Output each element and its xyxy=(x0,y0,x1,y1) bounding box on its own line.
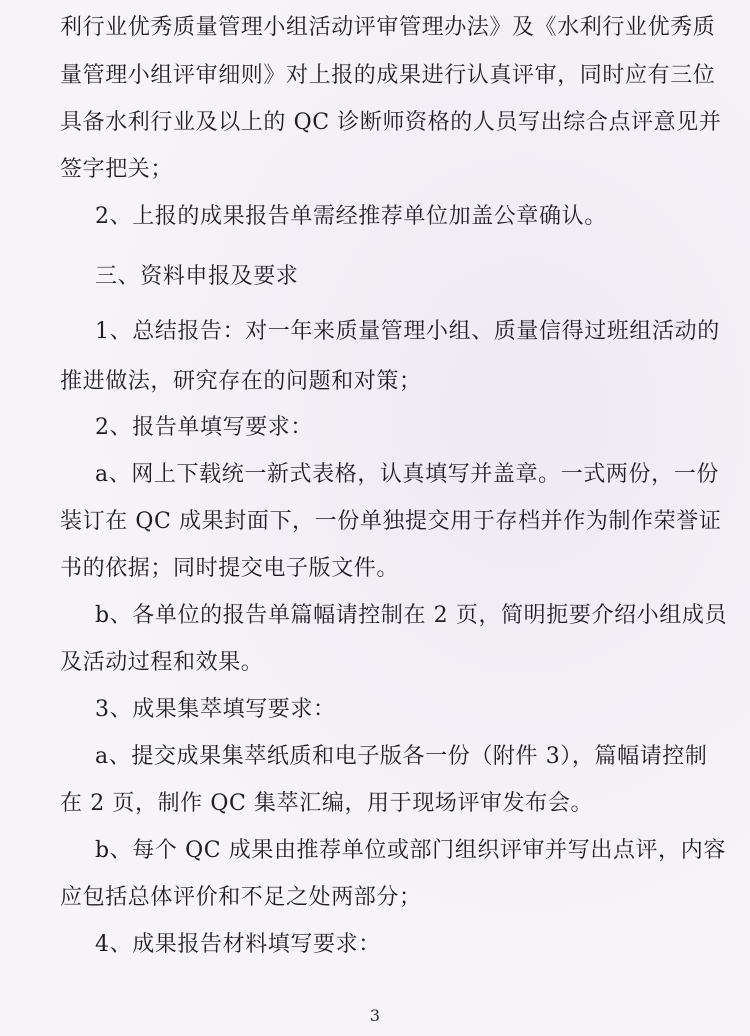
body-line: 4、成果报告材料填写要求： xyxy=(95,932,381,957)
body-line: a、提交成果集萃纸质和电子版各一份（附件 3），篇幅请控制 xyxy=(95,744,708,769)
body-line: 及活动过程和效果。 xyxy=(60,650,264,675)
body-line: b、每个 QC 成果由推荐单位或部门组织评审并写出点评，内容 xyxy=(95,838,726,863)
body-line: 书的依据；同时提交电子版文件。 xyxy=(60,556,400,581)
body-line: 具备水利行业及以上的 QC 诊断师资格的人员写出综合点评意见并 xyxy=(60,110,722,135)
body-line: 量管理小组评审细则》对上报的成果进行认真评审，同时应有三位 xyxy=(60,63,716,88)
body-line: 2、上报的成果报告单需经推荐单位加盖公章确认。 xyxy=(95,204,607,229)
section-heading: 三、资料申报及要求 xyxy=(95,264,299,289)
body-line: b、各单位的报告单篇幅请控制在 2 页，简明扼要介绍小组成员 xyxy=(95,603,728,628)
body-line: 签字把关； xyxy=(60,157,174,182)
body-line: 推进做法，研究存在的问题和对策； xyxy=(60,369,422,394)
body-line: 装订在 QC 成果封面下，一份单独提交用于存档并作为制作荣誉证 xyxy=(60,509,722,534)
body-line: 在 2 页，制作 QC 集萃汇编，用于现场评审发布会。 xyxy=(60,791,594,816)
body-line: 1、总结报告：对一年来质量管理小组、质量信得过班组活动的 xyxy=(95,319,720,344)
page-number: 3 xyxy=(369,1006,381,1025)
body-line: a、网上下载统一新式表格，认真填写并盖章。一式两份，一份 xyxy=(95,462,719,487)
body-line: 3、成果集萃填写要求： xyxy=(95,697,336,722)
body-line: 利行业优秀质量管理小组活动评审管理办法》及《水利行业优秀质 xyxy=(60,15,716,40)
body-line: 2、报告单填写要求： xyxy=(95,415,313,440)
body-line: 应包括总体评价和不足之处两部分； xyxy=(60,885,422,910)
